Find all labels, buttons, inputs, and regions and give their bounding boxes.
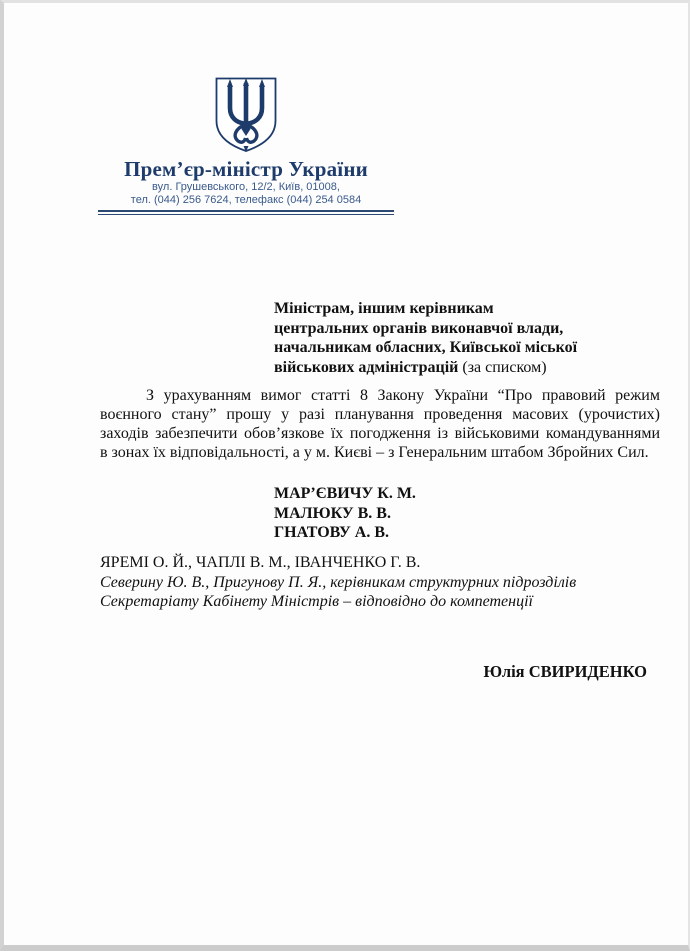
officials-caps-line: ЯРЕМІ О. Й., ЧАПЛІ В. М., ІВАНЧЕНКО Г. В. <box>100 554 421 571</box>
body-paragraph <box>100 386 660 462</box>
recipient-line: начальникам обласних, Київської міської <box>274 339 578 356</box>
addressees-bold-block <box>274 484 416 543</box>
letterhead-address-line1: вул. Грушевського, 12/2, Київ, 01008, <box>152 181 340 193</box>
officials-italic-line: Северину Ю. В., Пригунову П. Я., керівникам структурних підрозділів <box>100 573 577 591</box>
recipient-block <box>274 299 577 377</box>
letterhead <box>98 76 394 215</box>
letterhead-double-rule <box>98 210 394 215</box>
paragraph-line: в зонах їх відповідальності, а у м. Києві – з Генеральним штабом Збройних Сил. <box>100 444 649 461</box>
officials-italic-line: Секретаріату Кабінету Міністрів – відповідно до компетенції <box>100 593 533 611</box>
addressee-bold-line: МАР’ЄВИЧУ К. М. <box>274 485 416 502</box>
recipient-line: центральних органів виконавчої влади, <box>274 319 564 337</box>
recipient-line-bold-part: військових адміністрацій <box>274 358 459 376</box>
officials-block <box>100 553 576 612</box>
paragraph-line: воєнного стану” прошу у разі планування проведення масових (урочистих) <box>100 406 660 423</box>
paragraph-line: З урахуванням вимог статті 8 Закону України “Про правовий режим <box>146 387 660 404</box>
letterhead-address-line2: тел. (044) 256 7624, телефакс (044) 254 0584 <box>130 193 362 206</box>
recipient-line <box>274 358 577 378</box>
recipient-line: Міністрам, іншим керівникам <box>274 300 494 317</box>
signature-name: Юлія СВИРИДЕНКО <box>483 662 647 681</box>
addressee-bold-line: МАЛЮКУ В. В. <box>274 504 391 522</box>
letterhead-title: Прем’єр-міністр України <box>124 157 368 181</box>
paragraph-line: заходів забезпечити обов’язкове їх погодження із військовими командуваннями <box>100 425 660 442</box>
ukraine-trident-emblem-icon <box>214 76 278 154</box>
recipient-line-regular-part: (за списком) <box>458 358 547 376</box>
addressee-bold-line: ГНАТОВУ А. В. <box>274 524 390 541</box>
